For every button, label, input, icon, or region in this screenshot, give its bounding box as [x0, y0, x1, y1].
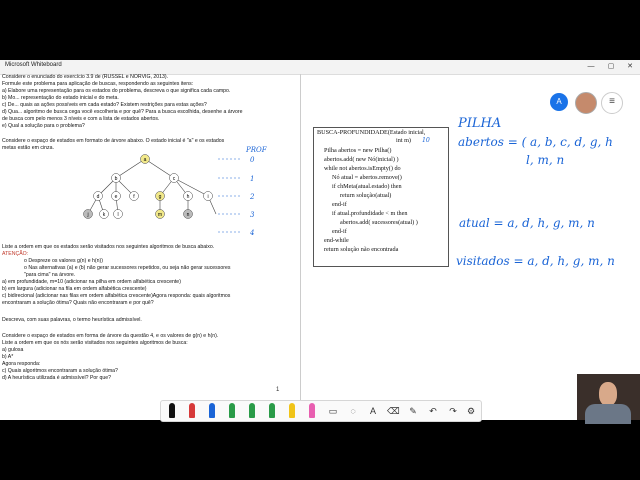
- lasso-icon[interactable]: ◌: [350, 406, 356, 416]
- question-4: d) A heurística utilizada é admissível? Por que?: [2, 375, 111, 381]
- tree-node-b: b: [114, 176, 118, 182]
- settings-icon[interactable]: ⚙: [466, 406, 476, 416]
- item: b) em largura (adicionar na fila em ordem alfabética crescente): [2, 286, 147, 292]
- highlighter-yellow-icon[interactable]: [289, 403, 295, 418]
- tree-node-a: a: [143, 157, 147, 163]
- bullet: o Nas alternativas (a) e (b) não gerar sucessores repetidos, ou seja não gerar sucessores: [24, 265, 231, 271]
- redo-icon[interactable]: ↷: [449, 406, 457, 416]
- algo-line: int m): [396, 137, 411, 144]
- doc-line: b) Mo... representação do estado inicial e do meta.: [2, 95, 119, 101]
- webcam-overlay: [577, 374, 640, 420]
- undo-icon[interactable]: ↶: [429, 406, 437, 416]
- algo-line: while not abertos.isEmpty() do: [324, 165, 401, 172]
- pen-red-icon[interactable]: [189, 403, 195, 418]
- pen-green2-icon[interactable]: [249, 403, 255, 418]
- tree-node-l: l: [117, 212, 119, 218]
- pen-blue-icon[interactable]: [209, 403, 215, 418]
- page-edge: [300, 74, 301, 420]
- eraser-icon[interactable]: ⌫: [387, 406, 400, 416]
- tree-node-e: e: [114, 194, 118, 200]
- exercise-document: [0, 74, 300, 420]
- item: c) bidirecional (adicionar nas filas em ordem alfabética crescente)Agora responda: quais algoritmos: [2, 293, 231, 299]
- algo-line: if atual.profundidade < m then: [332, 210, 408, 217]
- algo-line: Nó atual = abertos.remove(): [332, 174, 402, 181]
- title-bar: [0, 60, 640, 75]
- tree-node-j: j: [87, 212, 89, 218]
- minimize-button[interactable]: —: [587, 63, 595, 70]
- shape-icon[interactable]: ✎: [409, 406, 417, 416]
- doc-line: Formule este problema para aplicação de buscas, respondendo as seguintes itens:: [2, 81, 194, 87]
- page-number: 1: [276, 387, 280, 393]
- ruler-icon[interactable]: ▭: [328, 406, 338, 416]
- question-2: Liste a ordem em que os estados serão visitados nos seguintes algoritmos de busca abaixo.: [2, 244, 215, 250]
- algo-line: if chMeta(atual.estado) then: [332, 183, 402, 190]
- item: a) em profundidade, m=10 (adicionar na pilha em ordem alfabética crescente): [2, 279, 181, 285]
- close-button[interactable]: ✕: [627, 63, 633, 70]
- algo-line: return solução não encontrada: [324, 246, 399, 253]
- tree-node-k: k: [102, 212, 106, 218]
- presenter-body: [585, 404, 631, 424]
- ink-toolbar: [160, 400, 482, 422]
- algo-line: end-while: [324, 237, 349, 244]
- algo-line: BUSCA-PROFUNDIDADE(Estado inicial,: [317, 129, 426, 136]
- account-icon[interactable]: A: [550, 93, 568, 111]
- tree-node-g: g: [158, 194, 162, 200]
- bullet: o Despreze os valores g(n) e h(n)): [24, 258, 103, 264]
- question-4: b) A*: [2, 354, 14, 360]
- maximize-button[interactable]: ▢: [607, 63, 615, 70]
- dfs-pseudocode-box: [313, 127, 449, 267]
- participant-avatar[interactable]: [575, 92, 597, 114]
- algo-line: return solução(atual): [340, 192, 392, 199]
- question-4: Considere o espaço de estados em forma de árvore da questão 4, e os valores de g(n) e h(n).: [2, 333, 219, 339]
- text-tool-icon[interactable]: A: [369, 406, 376, 416]
- depth-level-4: 4: [250, 229, 255, 237]
- algo-line: abertos.add( new Nó(inicial) ): [324, 156, 399, 163]
- tree-node-d: d: [96, 194, 100, 200]
- question-4: Liste a ordem em que os nós serão visitados nos seguintes algoritmos de busca:: [2, 340, 188, 346]
- doc-line: de busca com pelo menos 3 níveis e com a lista de estados abertos.: [2, 116, 160, 122]
- depth-header: PROF: [246, 146, 267, 154]
- question-3: Descreva, com suas palavras, o termo heurística admissível.: [2, 317, 142, 323]
- presenter-face: [599, 382, 617, 406]
- doc-line: Considere o enunciado do exercício 3.9 de (RUSSEL e NORVIG, 2013).: [2, 74, 169, 80]
- tree-node-n: n: [186, 212, 190, 218]
- item: encontraram a solução ótima? Quais não encontraram e por quê?: [2, 300, 154, 306]
- tree-node-m: m: [157, 212, 163, 218]
- algo-line: abertos.add( sucessores(atual) ): [340, 219, 418, 226]
- pen-green-icon[interactable]: [229, 403, 235, 418]
- bullet: "para cima" na árvore.: [24, 272, 76, 278]
- doc-line: c) De... quais as ações possíveis em cada estado? Existem restrições para estas ações?: [2, 102, 207, 108]
- algo-line: end-if: [332, 228, 347, 235]
- depth-level-0: 0: [250, 156, 255, 164]
- window-title: Microsoft Whiteboard: [5, 62, 62, 68]
- handwritten-m-value: 10: [422, 137, 430, 144]
- doc-line: Considere o espaço de estados em formato de árvore abaixo. O estado inicial é "a" e os estados: [2, 138, 225, 144]
- menu-icon[interactable]: ≡: [601, 92, 623, 114]
- state-tree-diagram: [70, 146, 300, 242]
- pen-green3-icon[interactable]: [269, 403, 275, 418]
- handwriting-visitados: visitados = a, d, h, g, m, n: [456, 254, 615, 268]
- handwriting-atual: atual = a, d, h, g, m, n: [459, 216, 595, 230]
- highlighter-pink-icon[interactable]: [309, 403, 315, 418]
- tree-node-h: h: [186, 194, 190, 200]
- pen-black-icon[interactable]: [169, 403, 175, 418]
- doc-line: metas estão em cinza.: [2, 145, 54, 151]
- algo-line: Pilha abertos = new Pilha(): [324, 147, 392, 154]
- tree-node-i: i: [207, 194, 209, 200]
- doc-line: d) Qua... algoritmo de busca cega você escolheria e por quê? Para a busca escolhida, desenhe a árvore: [2, 109, 243, 115]
- depth-level-2: 2: [250, 193, 255, 201]
- question-4: Agora responda:: [2, 361, 41, 367]
- depth-level-1: 1: [250, 175, 255, 183]
- tree-node-c: c: [172, 176, 176, 182]
- doc-line: e) Qual a solução para o problema?: [2, 123, 85, 129]
- question-4: a) gulosa: [2, 347, 24, 353]
- handwriting-abertos: abertos = ( a, b, c, d, g, h: [458, 135, 613, 149]
- tree-node-f: f: [133, 194, 135, 200]
- depth-level-3: 3: [250, 211, 255, 219]
- algo-line: end-if: [332, 201, 347, 208]
- handwriting-pilha: PILHA: [458, 116, 502, 131]
- handwriting-abertos-cont: l, m, n: [526, 153, 565, 167]
- doc-line: a) Elabore uma representação para os estados do problema, descreva o que significa cada campo.: [2, 88, 231, 94]
- question-4: c) Quais algoritmos encontraram a solução ótima?: [2, 368, 118, 374]
- attention-label: ATENÇÃO:: [2, 251, 29, 257]
